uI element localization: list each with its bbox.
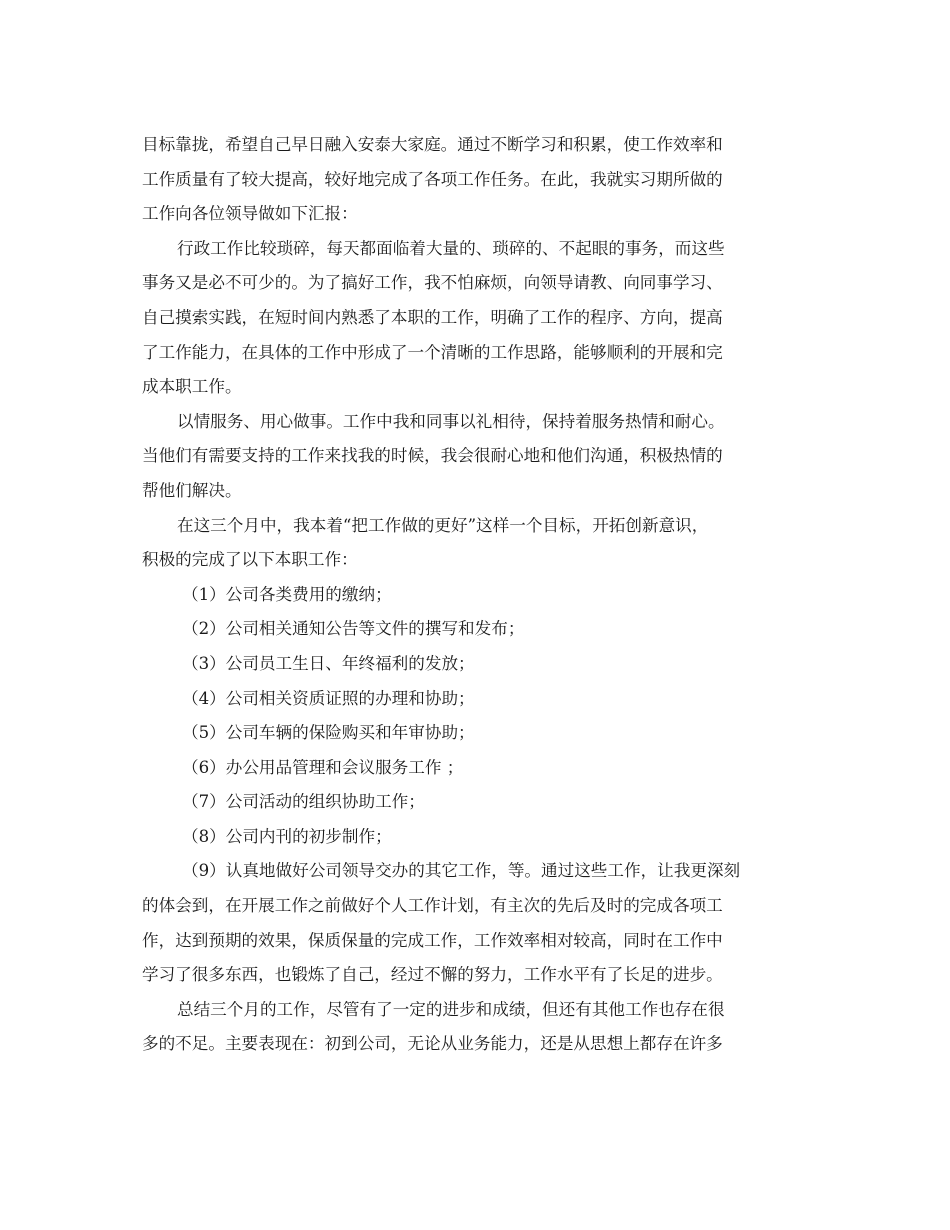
text-line: 行政工作比较琐碎，每天都面临着大量的、琐碎的、不起眼的事务，而这些 [177,238,725,258]
list-item: （5）公司车辆的保险购买和年审协助； [182,723,475,743]
text-line: 多的不足。主要表现在：初到公司，无论从业务能力，还是从思想上都存在许多 [142,1034,723,1054]
list-item: （1）公司各类费用的缴纳； [182,584,392,604]
text-line: 成本职工作。 [142,377,242,397]
list-item: （3）公司员工生日、年终福利的发放； [182,653,475,673]
text-line: 的体会到，在开展工作之前做好个人工作计划，有主次的先后及时的完成各项工 [142,896,723,916]
list-item: （4）公司相关资质证照的办理和协助； [182,688,475,708]
text-line: 目标靠拢，希望自己早日融入安泰大家庭。通过不断学习和积累，使工作效率和 [142,135,723,154]
text-line: 以情服务、用心做事。工作中我和同事以礼相待，保持着服务热情和耐心。 [177,411,725,431]
text-line: 积极的完成了以下本职工作： [142,550,358,570]
document-page [142,128,810,1062]
text-line: 工作质量有了较大提高，较好地完成了各项工作任务。在此，我就实习期所做的 [142,169,723,189]
list-item: （2）公司相关通知公告等文件的撰写和发布； [182,619,525,639]
list-item: （6）办公用品管理和会议服务工作 ； [182,757,464,777]
text-line: 帮他们解决。 [142,480,242,500]
text-line: 在这三个月中，我本着“把工作做的更好”这样一个目标，开拓创新意识， [177,515,709,535]
text-line: 了工作能力，在具体的工作中形成了一个清晰的工作思路，能够顺利的开展和完 [142,342,723,362]
list-item: （7）公司活动的组织协助工作； [182,792,425,812]
list-item: （9）认真地做好公司领导交办的其它工作，等。通过这些工作，让我更深刻 [182,861,741,881]
text-line: 作，达到预期的效果，保质保量的完成工作，工作效率相对较高，同时在工作中 [142,930,723,950]
text-line: 当他们有需要支持的工作来找我的时候，我会很耐心地和他们沟通，积极热情的 [142,446,723,466]
text-line: 自己摸索实践，在短时间内熟悉了本职的工作，明确了工作的程序、方向，提高 [142,307,723,327]
text-line: 学习了很多东西，也锻炼了自己，经过不懈的努力，工作水平有了长足的进步。 [142,965,723,985]
text-line: 总结三个月的工作，尽管有了一定的进步和成绩，但还有其他工作也存在很 [177,999,725,1019]
text-line: 工作向各位领导做如下汇报： [142,204,358,224]
list-item: （8）公司内刊的初步制作； [182,826,392,846]
text-line: 事务又是必不可少的。为了搞好工作，我不怕麻烦，向领导请教、向同事学习、 [142,273,723,293]
